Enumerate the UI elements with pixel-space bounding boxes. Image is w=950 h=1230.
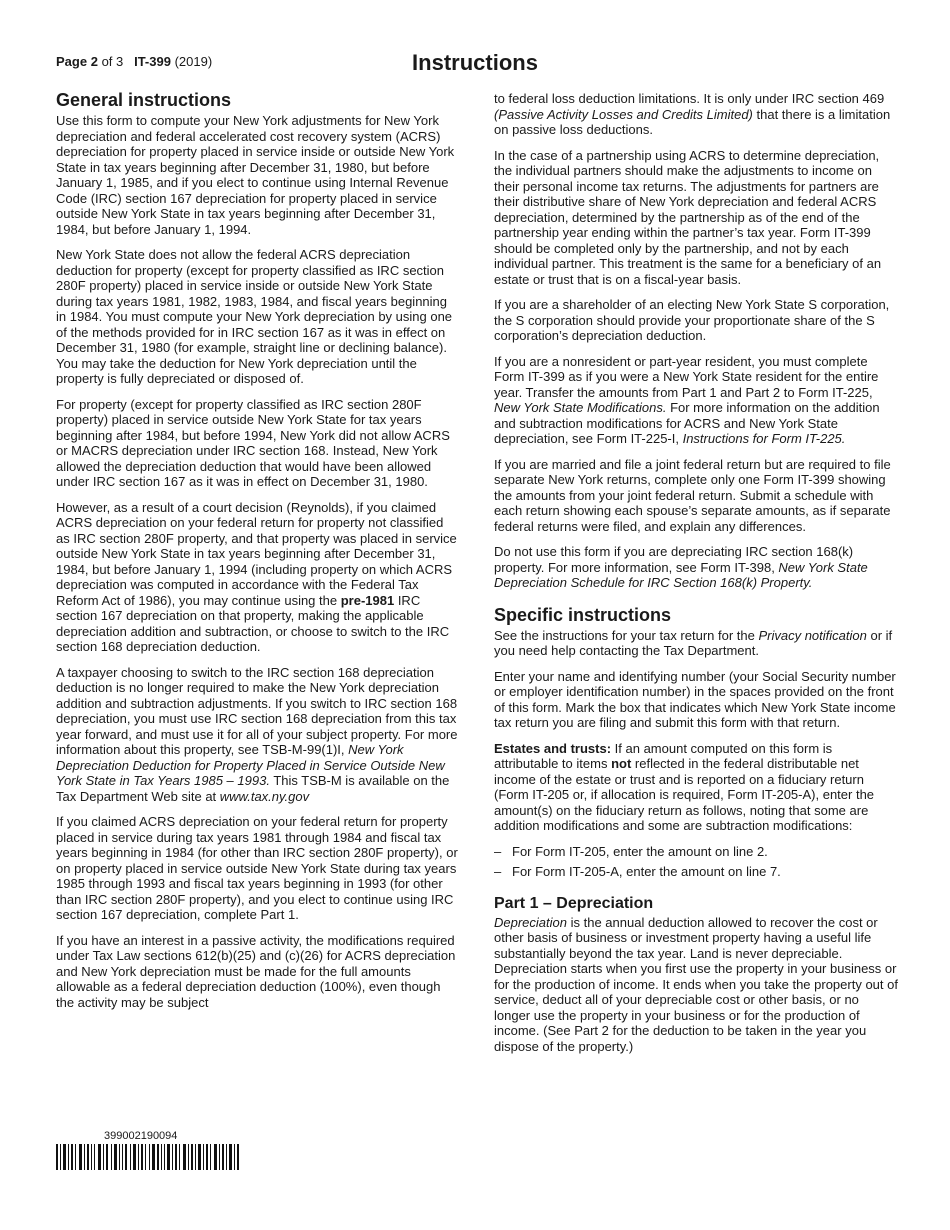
page-number: 2: [90, 54, 98, 69]
bold-text: pre-1981: [340, 592, 395, 608]
italic-text: (Passive Activity Losses and Credits Limited): [494, 106, 753, 122]
specific-paragraph-2: Enter your name and identifying number (your Social Security number or employer identification number) in the spaces provided on the front of this form. Mark the box that indicates which New York State income tax return you are filing and submit this form with that return.: [494, 668, 896, 730]
page-title: Instructions: [412, 50, 538, 75]
general-paragraph-5: [56, 665, 460, 805]
general-paragraph-7: If you have an interest in a passive activity, the modifications required under Tax Law sections 612(b)(25) and (c)(26) for ACRS depreciation and New York depreciation must be made for the full amounts allowable as a federal depreciation deduction (100%), even though the activity may be subject: [56, 932, 456, 1010]
italic-text: New York State Depreciation Schedule for IRC Section 168(k) Property.: [494, 559, 868, 590]
text-run: For more information on the addition and subtraction modifications for ACRS and New York State depreciation, see Form IT-225-I,: [494, 400, 880, 446]
part1-heading: Part 1 – Depreciation: [494, 894, 654, 912]
text-run: to federal loss deduction limitations. It is only under IRC section 469: [494, 91, 885, 106]
text-run: IRC section 167 depreciation on that property, making the applicable depreciation addition and subtraction, or choose to switch to the IRC section 168 depreciation deduction.: [56, 592, 450, 654]
specific-paragraph-1: [494, 628, 898, 659]
publication-title: New York Depreciation Deduction for Property Placed in Service Outside New York State in Tax Years 1985 – 1993.: [56, 742, 445, 788]
specific-paragraph-3: [494, 741, 898, 834]
italic-text: Depreciation: [494, 914, 567, 930]
dash-marker: –: [494, 843, 502, 859]
barcode-number: 399002190094: [104, 1130, 178, 1142]
general-paragraph-12: If you are married and file a joint federal return but are required to file separate New York returns, complete only one Form IT-399 showing the amounts from your joint federal return. Submit a schedule with each return showing each spouse’s separate amounts, as if separate federal returns were filed, and explain any differences.: [494, 456, 891, 534]
text-run: is the annual deduction allowed to recover the cost or other basis of business or investment property having a useful life substantially beyond the tax year. Land is never depreciable. Depreciation starts when you first use the property in your business or for the production of income. It ends when you take the property out of service, deduct all of your depreciable cost or other basis, or no longer use the property in your business or for the production of income. (See Part 2 for the deduction to be taken in the year you dispose of the property.): [494, 914, 898, 1054]
right-column: [494, 91, 898, 1064]
text-run: If you are a nonresident or part-year resident, you must complete Form IT-399 as if you were a New York State resident for the entire year. Transfer the amounts from Part 1 and Part 2 to Form IT-225,: [494, 353, 879, 400]
website-link[interactable]: www.tax.ny.gov: [219, 788, 310, 804]
text-run: Do not use this form if you are depreciating IRC section 168(k) property. For more information, see Form IT-398,: [494, 544, 854, 575]
left-column: [56, 90, 460, 1020]
italic-text: Privacy notification: [758, 627, 867, 643]
list-item-text: For Form IT-205, enter the amount on line 2.: [512, 843, 768, 859]
text-run: See the instructions for your tax return for the: [494, 627, 759, 643]
italic-text: New York State Modifications.: [494, 400, 667, 415]
general-paragraph-8: [494, 91, 898, 138]
general-paragraph-11: [494, 354, 898, 447]
part1-paragraph-1: [494, 915, 898, 1055]
page-label: Page: [56, 54, 88, 69]
page-of-text: of 3: [101, 54, 124, 69]
general-instructions-heading: General instructions: [56, 90, 232, 110]
barcode-block: [56, 1130, 240, 1175]
general-paragraph-1: Use this form to compute your New York adjustments for New York depreciation and federal accelerated cost recovery system (ACRS) depreciation for property placed in service inside or outside New York State in tax years beginning after December 31, 1980, but before January 1, 1985, and if you elect to continue using Internal Revenue Code (IRC) section 167 depreciation for property placed in service outside New York State in tax years beginning after December 31, 1984, but before January 1, 1994.: [56, 113, 455, 237]
barcode-image: [56, 1144, 240, 1170]
form-year: (2019): [174, 54, 213, 69]
general-paragraph-4: [56, 500, 460, 655]
specific-instructions-heading: Specific instructions: [494, 604, 672, 625]
dash-marker: –: [494, 864, 502, 879]
text-run: A taxpayer choosing to switch to the IRC section 168 depreciation deduction is no longer required to make the New York depreciation addition and subtraction adjustments. If you switch to IRC section 168 depreciation, you must use IRC section 168 depreciation from this tax year forward, and must use it for all of your subject property. For more information about this property, see TSB-M-99(1)I,: [56, 664, 458, 757]
bold-text: not: [611, 756, 632, 771]
text-run: However, as a result of a court decision (Reynolds), if you claimed ACRS depreciation on your federal return for property not classified as IRC section 280F property, and that property was placed in service outside New York State in tax years beginning after December 31, 1984, but before January 1, 1994 (including property on which ACRS depreciation was computed in accordance with the Federal Tax Reform Act of 1986), you may continue using the: [56, 499, 457, 608]
list-item: [494, 844, 898, 860]
bold-text: Estates and trusts:: [494, 740, 612, 756]
general-paragraph-13: [494, 544, 898, 591]
fiduciary-list: [494, 844, 898, 880]
italic-text: Instructions for Form IT-225.: [682, 431, 846, 446]
text-run: This TSB-M is available on the Tax Department Web site at: [56, 773, 450, 804]
general-paragraph-10: If you are a shareholder of an electing New York State S corporation, the S corporation should provide your proportionate share of the S corporation’s depreciation deduction.: [494, 297, 890, 343]
list-item-text: For Form IT-205-A, enter the amount on line 7.: [512, 864, 781, 879]
list-item: [494, 864, 898, 880]
general-paragraph-9: In the case of a partnership using ACRS to determine depreciation, the individual partners should make the adjustments to income on their personal income tax returns. The adjustments for partners are their distributive share of New York depreciation and federal ACRS depreciation, determined by the partnership as of the end of the partnership year ending within the partner’s tax year. Form IT-399 should be completed only by the partnership, and not by each individual partner. This treatment is the same for a beneficiary of an estate or trust that is on a fiscal-year basis.: [494, 147, 882, 287]
general-paragraph-2: New York State does not allow the federal ACRS depreciation deduction for property (except for property classified as IRC section 280F property) placed in service inside or outside New York State during tax years 1981, 1982, 1983, 1984, and fiscal years beginning in 1984. You must compute your New York depreciation by using one of the methods provided for in IRC section 167 as it was in effect on December 31, 1980 (for example, straight line or declining balance). You may take the deduction for New York depreciation until the property is fully depreciated or disposed of.: [56, 247, 453, 386]
general-paragraph-3: For property (except for property classified as IRC section 280F property) placed in service outside New York State for tax years beginning after 1984, but before 1994, New York did not allow ACRS or MACRS depreciation under IRC section 168. Instead, New York allowed the depreciation deduction that would have been allowed under IRC section 167 as it was in effect on December 31, 1980.: [56, 396, 450, 489]
form-id: IT-399: [134, 54, 171, 69]
text-run: that there is a limitation on passive loss deductions.: [494, 106, 891, 137]
general-paragraph-6: If you claimed ACRS depreciation on your federal return for property placed in service during tax years 1981 through 1984 and fiscal tax years beginning in 1984 (for other than IRC section 280F property), or on property placed in service outside New York State during tax years 1985 through 1993 and fiscal tax years beginning in 1993 (for other than IRC section 280F property), and you elect to continue using IRC section 167 depreciation, complete Part 1.: [56, 814, 458, 922]
text-run: or if you need help contacting the Tax Department.: [494, 627, 893, 658]
text-run: If an amount computed on this form is attributable to items: [494, 740, 833, 771]
text-run: reflected in the federal distributable net income of the estate or trust and is reported on a fiduciary return (Form IT-205 or, if allocation is required, Form IT-205-A), enter the amount(s) on the fiduciary return as follows, noting that some are addition modifications and some are subtraction modifications:: [494, 756, 875, 833]
